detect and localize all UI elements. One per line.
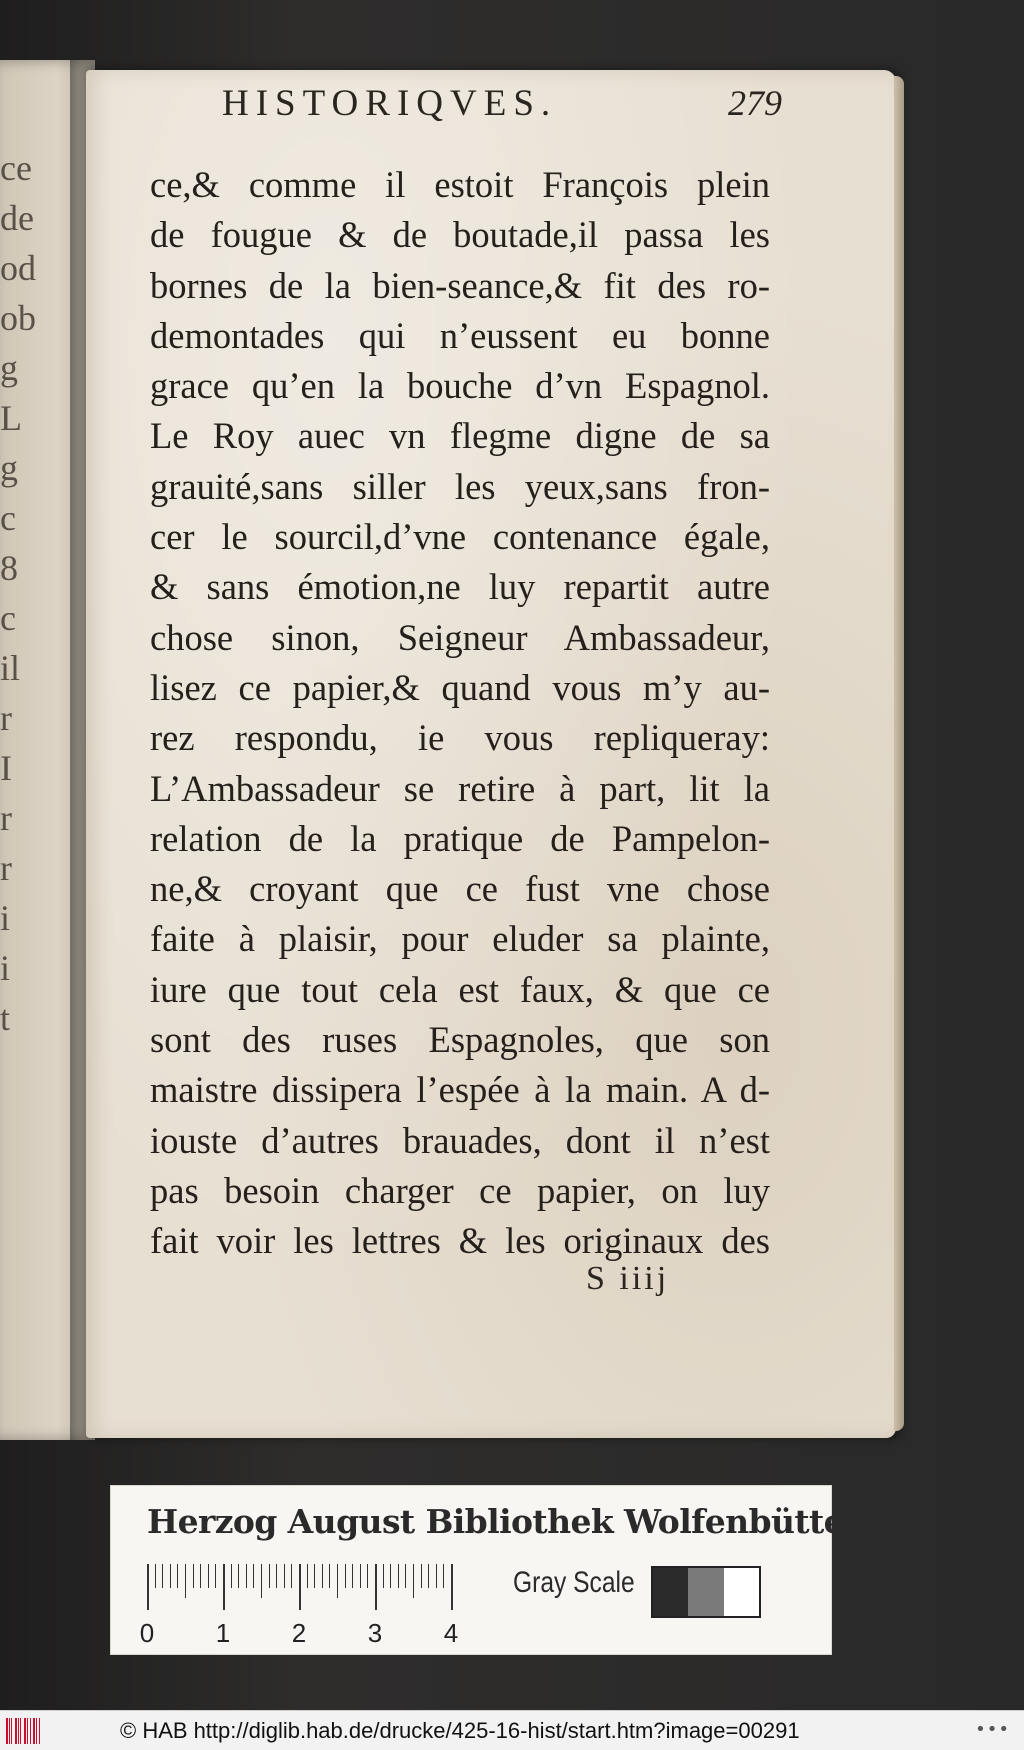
previous-page-fragment: od [0,248,36,288]
text-line: de fougue & de boutade,il passa les [150,214,770,256]
ruler-tick [238,1564,239,1588]
ruler-tick [405,1564,406,1588]
ruler-label: 0 [139,1618,155,1648]
text-line: faite à plaisir, pour eluder sa plainte, [150,918,770,960]
text-line: maistre dissipera l’espée à la main. A d- [150,1069,770,1111]
ruler-tick [329,1564,330,1588]
library-scale-card [110,1485,857,1655]
running-head-title: HISTORIQVES. [222,83,558,124]
text-line: iouste d’autres brauades, dont il n’est [150,1119,770,1161]
source-url-link[interactable]: http://diglib.hab.de/drucke/425-16-hist/start.htm?image=00291 [193,1717,800,1743]
ruler-tick [170,1564,171,1588]
ruler-tick [436,1564,437,1588]
text-line: bornes de la bien-seance,& fit des ro- [150,264,770,306]
gray-scale-swatches [651,1566,761,1618]
gray-scale-label: Gray Scale [513,1566,635,1599]
copyright-text: © HAB [120,1717,188,1743]
previous-page-fragment: c [0,498,16,538]
ruler-tick [193,1564,194,1588]
ruler-tick [162,1564,163,1588]
ruler-tick [231,1564,232,1588]
status-bar [0,1710,1024,1750]
ruler-tick [413,1564,414,1598]
previous-page-fragment: i [0,898,11,938]
previous-page-fragment: r [0,698,12,738]
logo-bar [27,1718,28,1744]
page-text [150,160,770,1267]
more-options-icon[interactable]: ••• [975,1719,1010,1740]
previous-page-fragment: r [0,848,12,888]
library-name: Herzog August Bibliothek Wolfenbüttel [147,1502,857,1541]
text-line: demontades qui n’eussent eu bonne [150,314,770,356]
ruler-tick [208,1564,209,1588]
running-head [222,82,782,142]
gray-swatch [688,1568,723,1616]
text-line: chose sinon, Seigneur Ambassadeur, [150,616,770,658]
text-line: cer le sourcil,d’vne contenance égale, [150,516,770,558]
gray-swatch [724,1568,759,1616]
ruler-tick [360,1564,361,1588]
text-line: grauité,sans siller les yeux,sans fron- [150,465,770,507]
ruler-tick [177,1564,178,1588]
previous-page-fragment: i [0,948,11,988]
ruler-tick [223,1564,225,1610]
previous-page-fragment: g [0,348,18,388]
ruler-tick [375,1564,377,1610]
logo-bar [9,1718,10,1744]
ruler-tick [246,1564,247,1588]
page-edge [894,76,904,1431]
text-line: & sans émotion,ne luy repartit autre [150,566,770,608]
previous-page-fragment: t [0,998,11,1038]
measurement-ruler [139,1564,487,1650]
previous-page-fragment: r [0,798,12,838]
ruler-label: 3 [367,1618,383,1648]
ruler-tick [451,1564,453,1610]
text-line: ce,& comme il estoit François plein [150,164,770,205]
hab-logo-icon [6,1716,46,1746]
previous-page-fragment: il [0,648,21,688]
ruler-tick [352,1564,353,1588]
ruler-tick [200,1564,201,1588]
book-page [86,70,896,1438]
ruler-tick [147,1564,149,1610]
ruler-tick [421,1564,422,1588]
previous-page-fragment: ob [0,298,36,338]
logo-bar [24,1718,26,1744]
text-line: relation de la pratique de Pampelon- [150,817,770,859]
ruler-tick [443,1564,444,1588]
logo-bar [36,1718,37,1744]
page-number: 279 [728,83,782,123]
logo-bar [33,1718,35,1744]
ruler-tick [261,1564,262,1598]
text-line: sont des ruses Espagnoles, que son [150,1019,770,1061]
ruler-label: 2 [291,1618,307,1648]
previous-page-fragment: I [0,748,12,788]
text-line: Le Roy auec vn flegme digne de sa [150,415,770,457]
gray-swatch [653,1568,688,1616]
ruler-tick [367,1564,368,1588]
text-line: grace qu’en la bouche d’vn Espagnol. [150,365,770,407]
logo-bar [30,1718,31,1744]
ruler-tick [155,1564,156,1588]
ruler-tick [383,1564,384,1588]
ruler-tick [398,1564,399,1588]
ruler-tick [322,1564,323,1588]
ruler-tick [428,1564,429,1588]
text-line: iure que tout cela est faux, & que ce [150,968,770,1010]
ruler-tick [185,1564,186,1598]
previous-page-fragment: de [0,198,34,238]
previous-page-fragment: ce [0,148,32,188]
text-line: rez respondu, ie vous repliqueray: [150,717,770,759]
ruler-tick [299,1564,301,1610]
ruler-tick [284,1564,285,1588]
ruler-tick [314,1564,315,1588]
previous-page-fragment: g [0,448,18,488]
ruler-tick [345,1564,346,1588]
logo-bar [11,1718,12,1744]
previous-page-fragment: L [0,398,22,438]
previous-page-fragment: 8 [0,548,18,588]
ruler-label: 4 [443,1618,459,1648]
logo-bar [18,1718,19,1744]
ruler-tick [215,1564,216,1588]
logo-bar [39,1718,40,1744]
ruler-tick [337,1564,338,1598]
ruler-tick [253,1564,254,1588]
text-line: ne,& croyant que ce fust vne chose [150,868,770,910]
logo-bar [20,1718,21,1744]
previous-page-fragment: c [0,598,16,638]
text-line: fait voir les lettres & les originaux des [150,1220,770,1262]
ruler-tick [307,1564,308,1588]
text-line: lisez ce papier,& quand vous m’y au- [150,666,770,708]
ruler-tick [276,1564,277,1588]
logo-bar [15,1718,17,1744]
ruler-label: 1 [215,1618,231,1648]
ruler-tick [291,1564,292,1588]
ruler-tick [390,1564,391,1588]
text-line: L’Ambassadeur se retire à part, lit la [150,767,770,809]
text-line: pas besoin charger ce papier, on luy [150,1169,770,1211]
logo-bar [6,1718,8,1744]
ruler-tick [269,1564,270,1588]
signature-mark: S iiij [586,1260,670,1297]
